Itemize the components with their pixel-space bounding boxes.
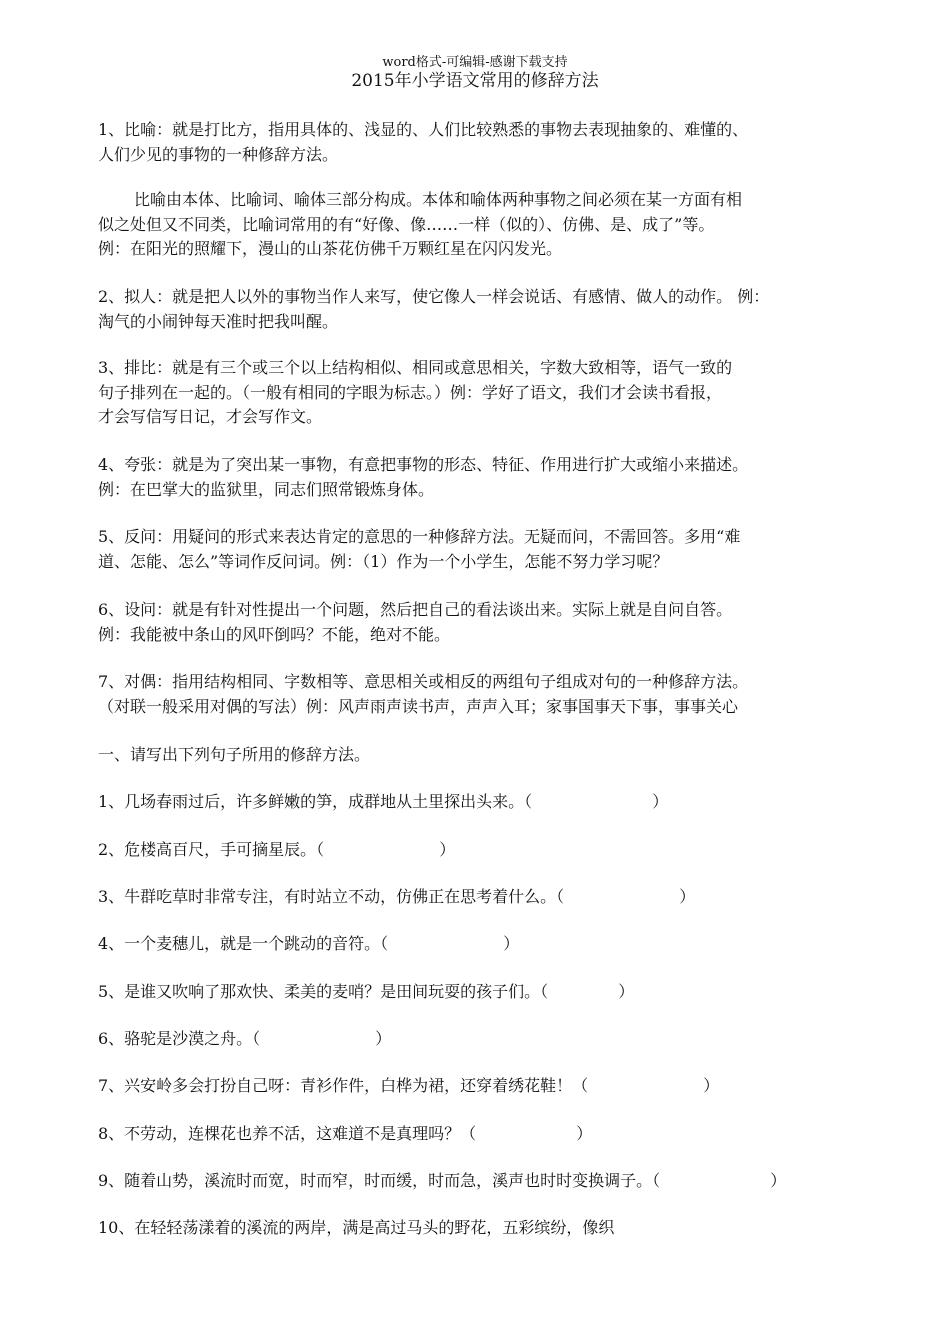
paragraph-line: 2、拟人：就是把人以外的事物当作人来写，使它像人一样会说话、有感情、做人的动作。 例： [98, 287, 770, 306]
question-close: ） [503, 934, 520, 953]
paragraph-antithesis [98, 670, 873, 719]
paragraph-line: 例：我能被中条山的风吓倒吗？不能，绝对不能。 [98, 624, 451, 644]
paragraph-line: 例：在巴掌大的监狱里，同志们照常锻炼身体。 [98, 479, 435, 499]
paragraph-line: 3、排比：就是有三个或三个以上结构相似、相同或意思相关，字数大致相等，语气一致的 [98, 358, 733, 377]
paragraph-rhetorical-question [98, 525, 873, 574]
question-close: ） [770, 1171, 787, 1190]
question-close: ） [679, 887, 696, 906]
exercise-question [98, 1168, 888, 1194]
question-text: 2、危楼高百尺，手可摘星辰。（ [98, 840, 325, 859]
question-text: 3、牛群吃草时非常专注，有时站立不动，仿佛正在思考着什么。（ [98, 887, 565, 906]
question-text: 5、是谁又吹响了那欢快、柔美的麦哨？是田间玩耍的孩子们。（ [98, 982, 549, 1001]
paragraph-line: 例：在阳光的照耀下，漫山的山茶花仿佛千万颗红星在闪闪发光。 [98, 239, 563, 258]
question-close: ） [375, 1029, 392, 1048]
exercise-question [98, 1073, 888, 1099]
question-text: 9、随着山势，溪流时而宽，时而窄，时而缓，时而急，溪声也时时变换调子。（ [98, 1171, 661, 1190]
document-title: 2015年小学语文常用的修辞方法 [351, 71, 599, 91]
question-close: ） [439, 840, 456, 859]
paragraph-hyperbole [98, 453, 873, 502]
header-note: word格式-可编辑-感谢下载支持 [382, 55, 568, 70]
paragraph-line: （对联一般采用对偶的写法）例：风声雨声读书声，声声入耳；家事国事天下事，事事关心 [98, 696, 739, 716]
question-close: ） [703, 1076, 720, 1095]
paragraph-line: 5、反问：用疑问的形式来表达肯定的意思的一种修辞方法。无疑而问，不需回答。多用“难 [98, 527, 741, 546]
exercise-question [98, 1215, 888, 1241]
paragraph-line: 人们少见的事物的一种修辞方法。 [98, 144, 339, 164]
paragraph-metaphor [98, 118, 873, 167]
question-text: 8、不劳动，连棵花也养不活，这难道不是真理吗？（ [98, 1124, 477, 1143]
question-close: ） [618, 982, 635, 1001]
paragraph-line: 4、夸张：就是为了突出某一事物，有意把事物的形态、特征、作用进行扩大或缩小来描述。 [98, 455, 749, 474]
paragraph-line: 才会写信写日记，才会写作文。 [98, 407, 323, 426]
paragraph-hypophora [98, 598, 873, 647]
exercise-question [98, 979, 888, 1005]
paragraph-line: 比喻由本体、比喻词、喻体三部分构成。本体和喻体两种事物之间必须在某一方面有相 [134, 190, 743, 209]
question-text: 6、骆驼是沙漠之舟。（ [98, 1029, 261, 1048]
paragraph-line: 句子排列在一起的。（一般有相同的字眼为标志。）例：学好了语文，我们才会读书看报， [98, 382, 723, 402]
question-close: ） [576, 1124, 593, 1143]
exercise-question [98, 1121, 888, 1147]
question-text: 4、一个麦穗儿，就是一个跳动的音符。（ [98, 934, 389, 953]
paragraph-line: 6、设问：就是有针对性提出一个问题，然后把自己的看法谈出来。实际上就是自问自答。 [98, 600, 733, 619]
paragraph-line: 7、对偶：指用结构相同、字数相等、意思相关或相反的两组句子组成对句的一种修辞方法。 [98, 672, 749, 691]
exercise-question [98, 837, 888, 863]
paragraph-line: 1、比喻：就是打比方，指用具体的、浅显的、人们比较熟悉的事物去表现抽象的、难懂的、 [98, 120, 749, 139]
paragraph-line: 淘气的小闹钟每天准时把我叫醒。 [98, 311, 339, 331]
exercise-question [98, 1026, 888, 1052]
paragraph-line: 似之处但又不同类，比喻词常用的有“好像、像……一样（似的）、仿佛、是、成了”等。 [98, 214, 715, 234]
exercise-question [98, 931, 888, 957]
exercise-question [98, 789, 888, 815]
question-text: 1、几场春雨过后，许多鲜嫩的笋，成群地从土里探出头来。（ [98, 792, 533, 811]
question-text: 7、兴安岭多会打扮自己呀：青衫作件，白桦为裙，还穿着绣花鞋！（ [98, 1076, 589, 1095]
paragraph-personification [98, 285, 873, 334]
exercise-question [98, 884, 888, 910]
paragraph-line: 道、怎能、怎么”等词作反问词。例：（1）作为一个小学生，怎能不努力学习呢？ [98, 551, 669, 571]
question-close: ） [652, 792, 669, 811]
paragraph-metaphor-detail [98, 188, 873, 262]
paragraph-parallelism [98, 356, 873, 430]
exercise-section-title: 一、请写出下列句子所用的修辞方法。 [98, 745, 371, 764]
question-text: 10、在轻轻荡漾着的溪流的两岸，满是高过马头的野花，五彩缤纷，像织 [98, 1218, 615, 1237]
